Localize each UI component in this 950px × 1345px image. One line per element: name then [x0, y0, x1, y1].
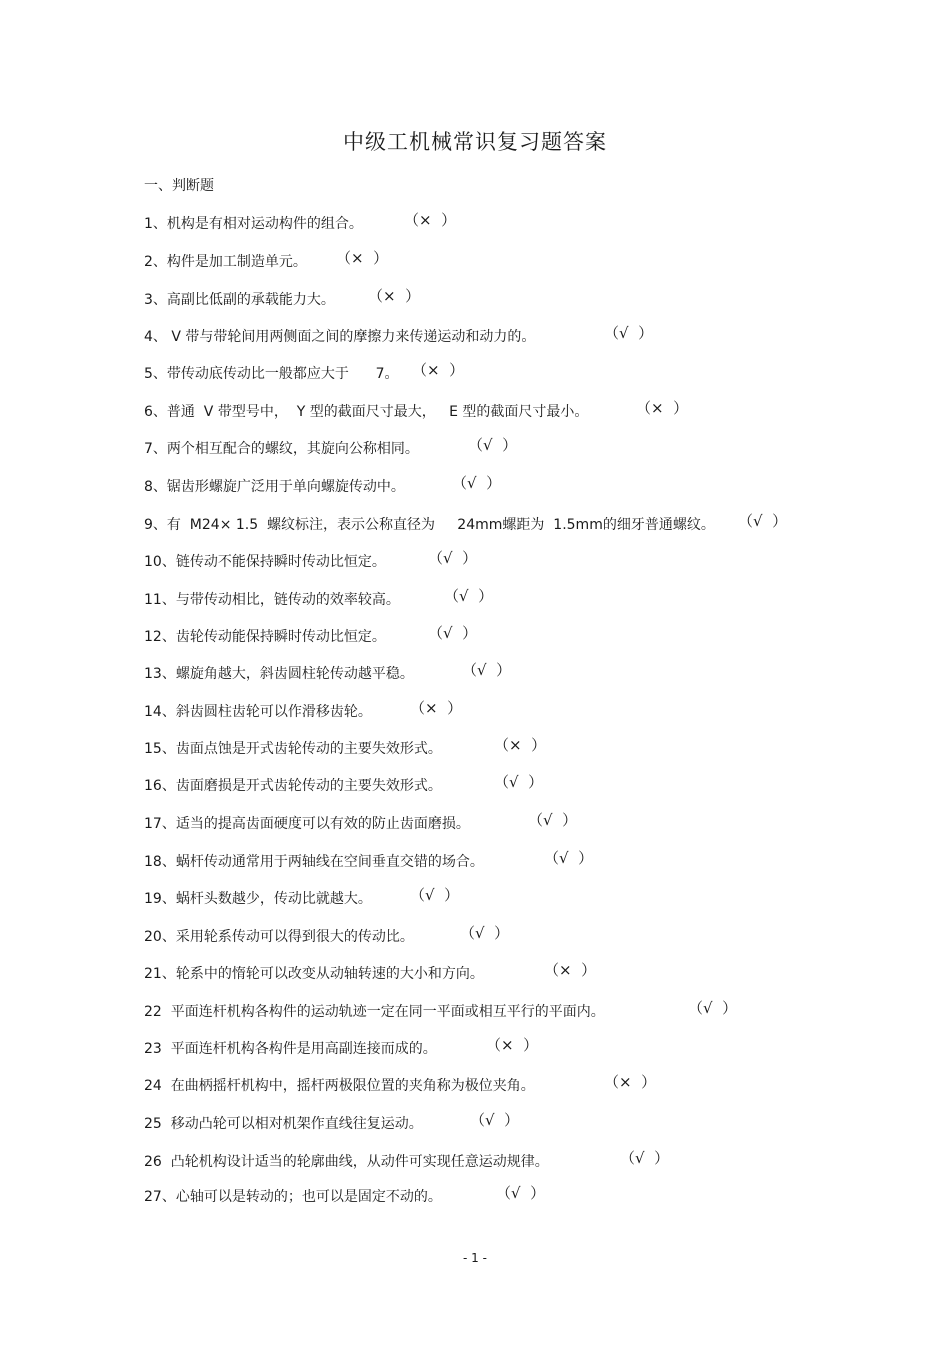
question-text: 9、有 M24× 1.5 螺纹标注，表示公称直径为 24mm螺距为 1.5mm的细牙普通螺纹。: [144, 517, 715, 533]
question-text: 2、构件是加工制造单元。: [144, 254, 307, 270]
question-item: [144, 736, 547, 759]
question-text: 25 移动凸轮可以相对机架作直线往复运动。: [144, 1116, 423, 1132]
answer-mark: （√ ）: [528, 811, 578, 829]
question-item: [144, 1073, 657, 1096]
answer-mark: （√ ）: [444, 587, 494, 605]
question-item: [144, 324, 654, 347]
question-item: [144, 587, 494, 610]
question-item: [144, 886, 460, 909]
answer-mark: （√ ）: [410, 886, 460, 904]
answer-mark: （√ ）: [462, 661, 512, 679]
answer-mark: （√ ）: [470, 1111, 520, 1129]
question-item: [144, 249, 389, 272]
answer-mark: （√ ）: [738, 512, 788, 530]
question-item: [144, 773, 544, 796]
question-text: 18、蜗杆传动通常用于两轴线在空间垂直交错的场合。: [144, 854, 484, 870]
question-text: 14、斜齿圆柱齿轮可以作滑移齿轮。: [144, 704, 372, 720]
question-text: 4、 V 带与带轮间用两侧面之间的摩擦力来传递运动和动力的。: [144, 329, 536, 345]
question-text: 7、两个相互配合的螺纹，其旋向公称相同。: [144, 441, 419, 457]
question-item: [144, 924, 510, 947]
question-text: 10、链传动不能保持瞬时传动比恒定。: [144, 554, 386, 570]
question-item: [144, 512, 788, 535]
answer-mark: （× ）: [544, 961, 597, 979]
answer-mark: （× ）: [336, 249, 389, 267]
question-text: 5、带传动底传动比一般都应大于 7。: [144, 366, 399, 382]
question-text: 24 在曲柄摇杆机构中，摇杆两极限位置的夹角称为极位夹角。: [144, 1078, 535, 1094]
question-text: 21、轮系中的惰轮可以改变从动轴转速的大小和方向。: [144, 966, 484, 982]
question-item: [144, 474, 502, 497]
question-item: [144, 549, 478, 572]
question-item: [144, 811, 578, 834]
question-item: [144, 436, 518, 459]
question-item: [144, 624, 478, 647]
section-heading: 一、判断题: [144, 178, 214, 194]
question-item: [144, 287, 421, 310]
question-item: [144, 849, 594, 872]
answer-mark: （√ ）: [544, 849, 594, 867]
page-number: - 1 -: [463, 1251, 487, 1265]
question-item: [144, 961, 597, 984]
question-text: 23 平面连杆机构各构件是用高副连接而成的。: [144, 1041, 437, 1057]
question-text: 26 凸轮机构设计适当的轮廓曲线，从动件可实现任意运动规律。: [144, 1154, 549, 1170]
answer-mark: （√ ）: [494, 773, 544, 791]
question-text: 1、机构是有相对运动构件的组合。: [144, 216, 363, 232]
question-text: 3、高副比低副的承载能力大。: [144, 292, 335, 308]
answer-mark: （× ）: [604, 1073, 657, 1091]
answer-mark: （√ ）: [468, 436, 518, 454]
answer-mark: （√ ）: [604, 324, 654, 342]
question-item: [144, 399, 689, 422]
answer-mark: （× ）: [486, 1036, 539, 1054]
question-text: 13、螺旋角越大，斜齿圆柱轮传动越平稳。: [144, 666, 414, 682]
answer-mark: （× ）: [494, 736, 547, 754]
answer-mark: （× ）: [412, 361, 465, 379]
question-item: [144, 1036, 539, 1059]
answer-mark: （√ ）: [688, 999, 738, 1017]
answer-mark: （× ）: [404, 211, 457, 229]
question-text: 12、齿轮传动能保持瞬时传动比恒定。: [144, 629, 386, 645]
answer-mark: （√ ）: [428, 624, 478, 642]
page-title: 中级工机械常识复习题答案: [343, 130, 607, 154]
question-item: [144, 699, 463, 722]
question-text: 20、采用轮系传动可以得到很大的传动比。: [144, 929, 414, 945]
question-text: 15、齿面点蚀是开式齿轮传动的主要失效形式。: [144, 741, 442, 757]
answer-mark: （√ ）: [620, 1149, 670, 1167]
question-text: 19、蜗杆头数越少，传动比就越大。: [144, 891, 372, 907]
answer-mark: （√ ）: [496, 1184, 546, 1202]
question-item: [144, 999, 738, 1022]
answer-mark: （√ ）: [452, 474, 502, 492]
answer-mark: （× ）: [636, 399, 689, 417]
question-item: [144, 361, 465, 384]
question-text: 17、适当的提高齿面硬度可以有效的防止齿面磨损。: [144, 816, 470, 832]
question-text: 6、普通 V 带型号中， Y 型的截面尺寸最大， E 型的截面尺寸最小。: [144, 404, 589, 420]
question-item: [144, 1111, 520, 1134]
question-item: [144, 661, 512, 684]
question-text: 8、锯齿形螺旋广泛用于单向螺旋传动中。: [144, 479, 405, 495]
question-text: 27、心轴可以是转动的；也可以是固定不动的。: [144, 1189, 442, 1205]
question-text: 11、与带传动相比，链传动的效率较高。: [144, 592, 400, 608]
question-item: [144, 211, 457, 234]
question-item: [144, 1149, 670, 1172]
answer-mark: （√ ）: [460, 924, 510, 942]
question-item: [144, 1184, 546, 1207]
question-text: 16、齿面磨损是开式齿轮传动的主要失效形式。: [144, 778, 442, 794]
question-text: 22 平面连杆机构各构件的运动轨迹一定在同一平面或相互平行的平面内。: [144, 1004, 605, 1020]
answer-mark: （× ）: [410, 699, 463, 717]
answer-mark: （× ）: [368, 287, 421, 305]
answer-mark: （√ ）: [428, 549, 478, 567]
